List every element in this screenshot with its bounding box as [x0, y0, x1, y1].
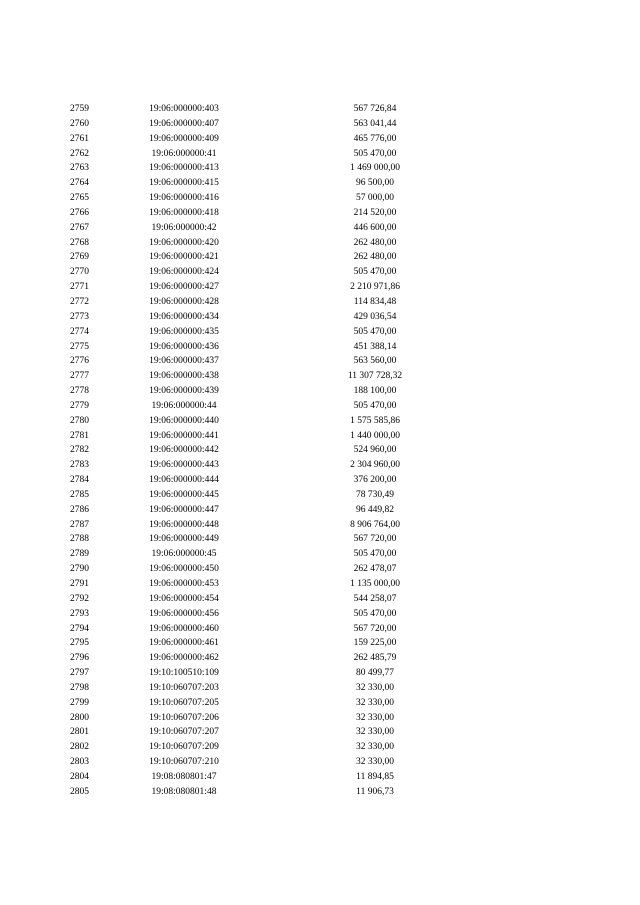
cadastral-number: 19:06:000000:436	[149, 341, 219, 352]
table-row	[0, 414, 640, 429]
row-number: 2805	[70, 786, 89, 797]
cadastral-number: 19:06:000000:441	[149, 430, 219, 441]
table-row	[0, 325, 640, 340]
row-number: 2768	[70, 237, 89, 248]
table-row	[0, 785, 640, 800]
cadastral-number: 19:10:060707:207	[149, 727, 219, 738]
amount-value: 11 307 728,32	[347, 371, 403, 382]
row-number: 2788	[70, 534, 89, 545]
amount-value: 57 000,00	[356, 193, 394, 204]
row-number: 2782	[70, 445, 89, 456]
data-table	[0, 102, 640, 800]
amount-value: 2 210 971,86	[350, 282, 400, 293]
amount-value: 262 485,79	[353, 653, 397, 664]
row-number: 2803	[70, 757, 89, 768]
row-number: 2773	[70, 311, 89, 322]
table-row	[0, 740, 640, 755]
cadastral-number: 19:06:000000:462	[149, 653, 219, 664]
table-row	[0, 607, 640, 622]
table-row	[0, 206, 640, 221]
cadastral-number: 19:06:000000:445	[149, 489, 219, 500]
cadastral-number: 19:06:000000:438	[149, 371, 219, 382]
table-row	[0, 666, 640, 681]
table-row	[0, 532, 640, 547]
cadastral-number: 19:06:000000:453	[149, 579, 219, 589]
table-row	[0, 622, 640, 637]
amount-value: 114 834,48	[353, 296, 397, 307]
table-row	[0, 592, 640, 607]
amount-value: 32 330,00	[356, 697, 394, 708]
table-row	[0, 711, 640, 726]
row-number: 2783	[70, 460, 89, 471]
amount-value: 11 894,85	[356, 771, 394, 782]
amount-value: 465 776,00	[353, 133, 397, 144]
cadastral-number: 19:06:000000:461	[149, 638, 219, 649]
cadastral-number: 19:06:000000:427	[149, 282, 219, 293]
row-number: 2798	[70, 682, 89, 693]
amount-value: 376 200,00	[353, 475, 397, 486]
table-row	[0, 577, 640, 592]
cadastral-number: 19:06:000000:460	[149, 623, 219, 634]
amount-value: 505 470,00	[353, 549, 397, 560]
cadastral-number: 19:06:000000:450	[149, 564, 219, 575]
cadastral-number: 19:06:000000:413	[149, 163, 219, 174]
row-number: 2780	[70, 415, 89, 426]
row-number: 2790	[70, 564, 89, 575]
row-number: 2801	[70, 727, 89, 738]
amount-value: 11 906,73	[356, 786, 394, 797]
row-number: 2794	[70, 623, 89, 634]
table-row	[0, 488, 640, 503]
row-number: 2769	[70, 252, 89, 263]
amount-value: 567 726,84	[353, 104, 397, 114]
cadastral-number: 19:10:060707:206	[149, 712, 219, 723]
row-number: 2776	[70, 356, 89, 367]
amount-value: 32 330,00	[356, 727, 394, 738]
amount-value: 567 720,00	[353, 623, 397, 634]
cadastral-number: 19:06:000000:454	[149, 593, 219, 604]
cadastral-number: 19:06:000000:409	[149, 133, 219, 144]
amount-value: 214 520,00	[353, 207, 397, 218]
cadastral-number: 19:06:000000:449	[149, 534, 219, 545]
row-number: 2802	[70, 742, 89, 753]
amount-value: 32 330,00	[356, 757, 394, 768]
table-row	[0, 547, 640, 562]
row-number: 2765	[70, 193, 89, 204]
amount-value: 544 258,07	[353, 593, 397, 604]
table-row	[0, 399, 640, 414]
table-row	[0, 770, 640, 785]
row-number: 2797	[70, 668, 89, 679]
cadastral-number: 19:06:000000:434	[149, 311, 219, 322]
cadastral-number: 19:06:000000:448	[149, 519, 219, 530]
amount-value: 32 330,00	[356, 712, 394, 723]
table-row	[0, 429, 640, 444]
amount-value: 505 470,00	[353, 326, 397, 337]
amount-value: 505 470,00	[353, 608, 397, 619]
amount-value: 2 304 960,00	[350, 460, 400, 471]
amount-value: 567 720,00	[353, 534, 397, 545]
table-row	[0, 458, 640, 473]
table-row	[0, 236, 640, 251]
table-row	[0, 132, 640, 147]
row-number: 2772	[70, 296, 89, 307]
row-number: 2795	[70, 638, 89, 649]
table-row	[0, 191, 640, 206]
row-number: 2804	[70, 771, 89, 782]
amount-value: 8 906 764,00	[350, 519, 400, 530]
row-number: 2787	[70, 519, 89, 530]
amount-value: 505 470,00	[353, 148, 397, 159]
cadastral-number: 19:06:000000:424	[149, 267, 219, 278]
table-row	[0, 473, 640, 488]
amount-value: 429 036,54	[353, 311, 397, 322]
row-number: 2796	[70, 653, 89, 664]
table-row	[0, 310, 640, 325]
cadastral-number: 19:06:000000:421	[149, 252, 219, 263]
cadastral-number: 19:10:060707:209	[149, 742, 219, 753]
amount-value: 505 470,00	[353, 267, 397, 278]
table-row	[0, 651, 640, 666]
table-row	[0, 354, 640, 369]
row-number: 2777	[70, 371, 89, 382]
amount-value: 188 100,00	[353, 386, 397, 397]
amount-value: 32 330,00	[356, 742, 394, 753]
amount-value: 1 135 000,00	[350, 579, 400, 589]
table-row	[0, 176, 640, 191]
cadastral-number: 19:06:000000:416	[149, 193, 219, 204]
row-number: 2763	[70, 163, 89, 174]
amount-value: 80 499,77	[356, 668, 394, 679]
row-number: 2775	[70, 341, 89, 352]
cadastral-number: 19:10:060707:205	[149, 697, 219, 708]
amount-value: 563 560,00	[353, 356, 397, 367]
row-number: 2779	[70, 400, 89, 411]
table-row	[0, 340, 640, 355]
cadastral-number: 19:06:000000:407	[149, 118, 219, 129]
row-number: 2759	[70, 104, 89, 114]
row-number: 2781	[70, 430, 89, 441]
row-number: 2761	[70, 133, 89, 144]
amount-value: 524 960,00	[353, 445, 397, 456]
row-number: 2774	[70, 326, 89, 337]
table-row	[0, 280, 640, 295]
row-number: 2792	[70, 593, 89, 604]
amount-value: 262 480,00	[353, 252, 397, 263]
amount-value: 1 575 585,86	[350, 415, 400, 426]
cadastral-number: 19:06:000000:41	[151, 148, 217, 159]
table-row	[0, 725, 640, 740]
cadastral-number: 19:06:000000:415	[149, 178, 219, 189]
cadastral-number: 19:06:000000:456	[149, 608, 219, 619]
cadastral-number: 19:10:060707:203	[149, 682, 219, 693]
row-number: 2767	[70, 222, 89, 233]
cadastral-number: 19:06:000000:439	[149, 386, 219, 397]
table-row	[0, 295, 640, 310]
amount-value: 262 480,00	[353, 237, 397, 248]
table-row	[0, 384, 640, 399]
table-row	[0, 161, 640, 176]
amount-value: 96 500,00	[356, 178, 394, 189]
amount-value: 446 600,00	[353, 222, 397, 233]
cadastral-number: 19:06:000000:42	[151, 222, 217, 233]
cadastral-number: 19:10:100510:109	[149, 668, 219, 679]
amount-value: 505 470,00	[353, 400, 397, 411]
cadastral-number: 19:06:000000:447	[149, 504, 219, 515]
row-number: 2760	[70, 118, 89, 129]
cadastral-number: 19:06:000000:428	[149, 296, 219, 307]
row-number: 2793	[70, 608, 89, 619]
cadastral-number: 19:06:000000:435	[149, 326, 219, 337]
cadastral-number: 19:06:000000:420	[149, 237, 219, 248]
row-number: 2778	[70, 386, 89, 397]
cadastral-number: 19:08:080801:48	[151, 786, 217, 797]
row-number: 2789	[70, 549, 89, 560]
cadastral-number: 19:10:060707:210	[149, 757, 219, 768]
table-row	[0, 265, 640, 280]
cadastral-number: 19:06:000000:437	[149, 356, 219, 367]
table-row	[0, 147, 640, 162]
amount-value: 563 041,44	[353, 118, 397, 129]
amount-value: 96 449,82	[356, 504, 394, 515]
amount-value: 262 478,07	[353, 564, 397, 575]
row-number: 2791	[70, 579, 89, 589]
cadastral-number: 19:06:000000:440	[149, 415, 219, 426]
row-number: 2762	[70, 148, 89, 159]
cadastral-number: 19:08:080801:47	[151, 771, 217, 782]
amount-value: 1 469 000,00	[350, 163, 400, 174]
amount-value: 78 730,49	[356, 489, 394, 500]
cadastral-number: 19:06:000000:44	[151, 400, 217, 411]
cadastral-number: 19:06:000000:442	[149, 445, 219, 456]
table-row	[0, 562, 640, 577]
table-row	[0, 369, 640, 384]
cadastral-number: 19:06:000000:45	[151, 549, 217, 560]
row-number: 2764	[70, 178, 89, 189]
amount-value: 1 440 000,00	[350, 430, 400, 441]
row-number: 2770	[70, 267, 89, 278]
table-row	[0, 250, 640, 265]
row-number: 2785	[70, 489, 89, 500]
row-number: 2786	[70, 504, 89, 515]
row-number: 2771	[70, 282, 89, 293]
cadastral-number: 19:06:000000:444	[149, 475, 219, 486]
table-row	[0, 221, 640, 236]
cadastral-number: 19:06:000000:443	[149, 460, 219, 471]
amount-value: 32 330,00	[356, 682, 394, 693]
table-row	[0, 755, 640, 770]
table-row	[0, 636, 640, 651]
row-number: 2799	[70, 697, 89, 708]
table-row	[0, 696, 640, 711]
table-row	[0, 503, 640, 518]
table-row	[0, 443, 640, 458]
table-row	[0, 117, 640, 132]
row-number: 2766	[70, 207, 89, 218]
table-row	[0, 102, 640, 117]
table-row	[0, 681, 640, 696]
row-number: 2784	[70, 475, 89, 486]
cadastral-number: 19:06:000000:418	[149, 207, 219, 218]
amount-value: 451 388,14	[353, 341, 397, 352]
row-number: 2800	[70, 712, 89, 723]
amount-value: 159 225,00	[353, 638, 397, 649]
table-row	[0, 518, 640, 533]
cadastral-number: 19:06:000000:403	[149, 104, 219, 114]
